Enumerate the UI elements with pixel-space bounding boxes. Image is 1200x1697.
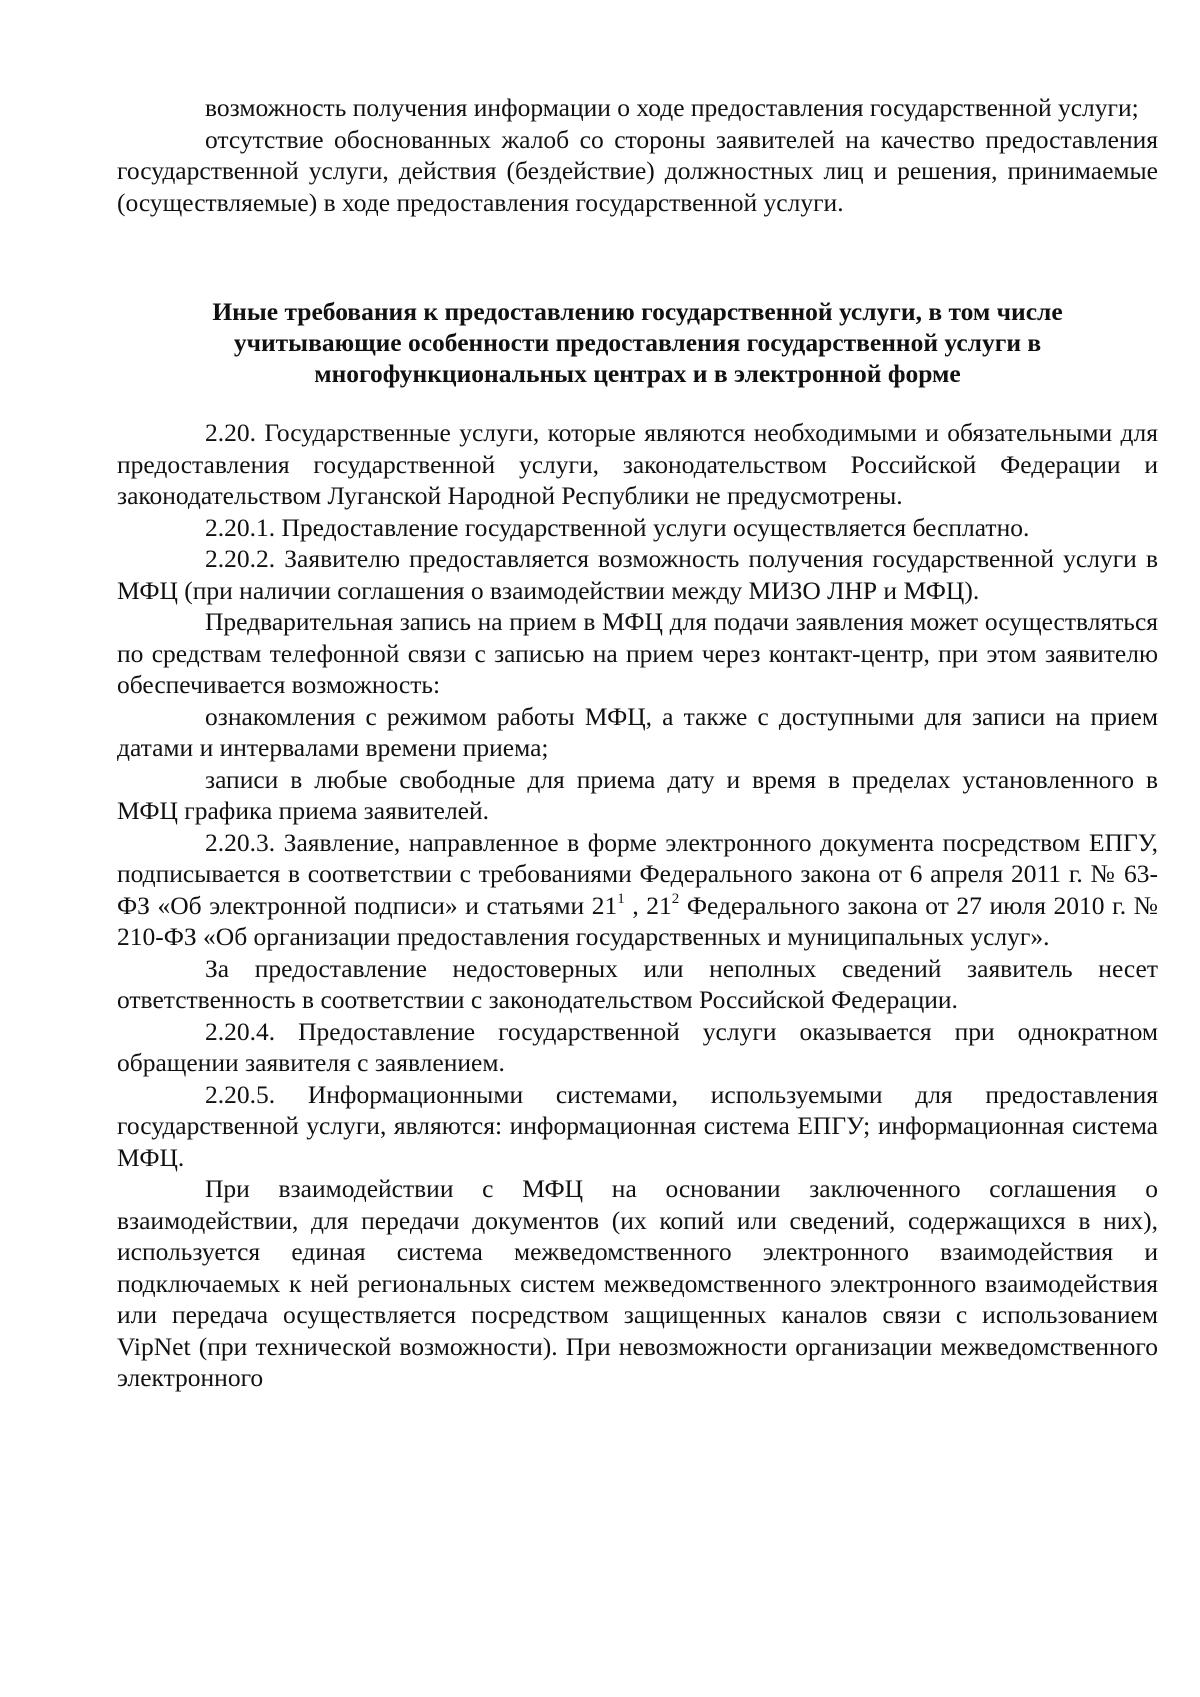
paragraph-2-20-3-tail: Федерального закона от 27 июля 2010 г. № 210-ФЗ «Об организации предоставления государственных и муниципальных услуг». xyxy=(117,890,1158,951)
superscript-1: 1 xyxy=(617,890,625,907)
paragraph-2-20-3-text: 2.20.3. Заявление, направленное в форме электронного документа посредством ЕПГУ, подписывается в соответствии с требованиями Федерального закона от 6 апреля 2011 г. № 63-ФЗ «Об электронной подписи» и статьями 21 xyxy=(117,827,1158,920)
paragraph-pre-registration: Предварительная запись на прием в МФЦ для подачи заявления может осуществляться по средствам телефонной связи с записью на прием через контакт-центр, при этом заявителю обеспечивается возможность: xyxy=(117,607,1158,699)
paragraph-booking: записи в любые свободные для приема дату и время в пределах установленного в МФЦ графика приема заявителей. xyxy=(117,764,1158,825)
paragraph-2-20-3 xyxy=(117,827,1158,953)
paragraph-2-20-5: 2.20.5. Информационными системами, используемыми для предоставления государственной услуги, являются: информационная система ЕПГУ; информационная система МФЦ. xyxy=(117,1079,1158,1172)
document-page xyxy=(117,92,1158,1394)
paragraph-liability: За предоставление недостоверных или неполных сведений заявитель несет ответственность в соответствии с законодательством Российской Федерации. xyxy=(117,953,1158,1014)
paragraph-2-20-4: 2.20.4. Предоставление государственной услуги оказывается при однократном обращении заявителя с заявлением. xyxy=(117,1016,1158,1077)
paragraph-2-20-2: 2.20.2. Заявителю предоставляется возможность получения государственной услуги в МФЦ (при наличии соглашения о взаимодействии между МИЗО ЛНР и МФЦ). xyxy=(117,544,1158,605)
heading-line-1: Иные требования к предоставлению государственной услуги, в том числе xyxy=(212,297,1063,326)
superscript-2: 2 xyxy=(671,890,680,907)
heading-line-3: многофункциональных центрах и в электронной форме xyxy=(314,359,961,388)
paragraph-2-20-1: 2.20.1. Предоставление государственной услуги осуществляется бесплатно. xyxy=(205,512,1030,542)
spacer xyxy=(117,389,1158,417)
heading-line-2: учитывающие особенности предоставления государственной услуги в xyxy=(233,328,1042,357)
paragraph-interaction: При взаимодействии с МФЦ на основании заключенного соглашения о взаимодействии, для передачи документов (их копий или сведений, содержащихся в них), используется единая система межведомственного электронного взаимодействия и подключаемых к ней региональных систем межведомственного электронного взаимодействия или передача осуществляется посредством защищенных каналов связи с использованием VipNet (при технической возможности). При невозможности организации межведомственного электронного xyxy=(117,1174,1158,1392)
paragraph-intro-1: возможность получения информации о ходе предоставления государственной услуги; xyxy=(205,93,1139,122)
paragraph-intro-2: отсутствие обоснованных жалоб со стороны заявителей на качество предоставления государственной услуги, действия (бездействие) должностных лиц и решения, принимаемые (осуществляемые) в ходе предоставления государственной услуги. xyxy=(117,124,1158,217)
paragraph-2-20-3-mid: , 21 xyxy=(624,890,672,920)
paragraph-familiarization: ознакомления с режимом работы МФЦ, а также с доступными для записи на прием датами и интервалами времени приема; xyxy=(117,701,1158,762)
section-heading xyxy=(117,296,1158,389)
paragraph-2-20: 2.20. Государственные услуги, которые являются необходимыми и обязательными для предоставления государственной услуги, законодательством Российской Федерации и законодательством Луганской Народной Республики не предусмотрены. xyxy=(117,418,1158,510)
